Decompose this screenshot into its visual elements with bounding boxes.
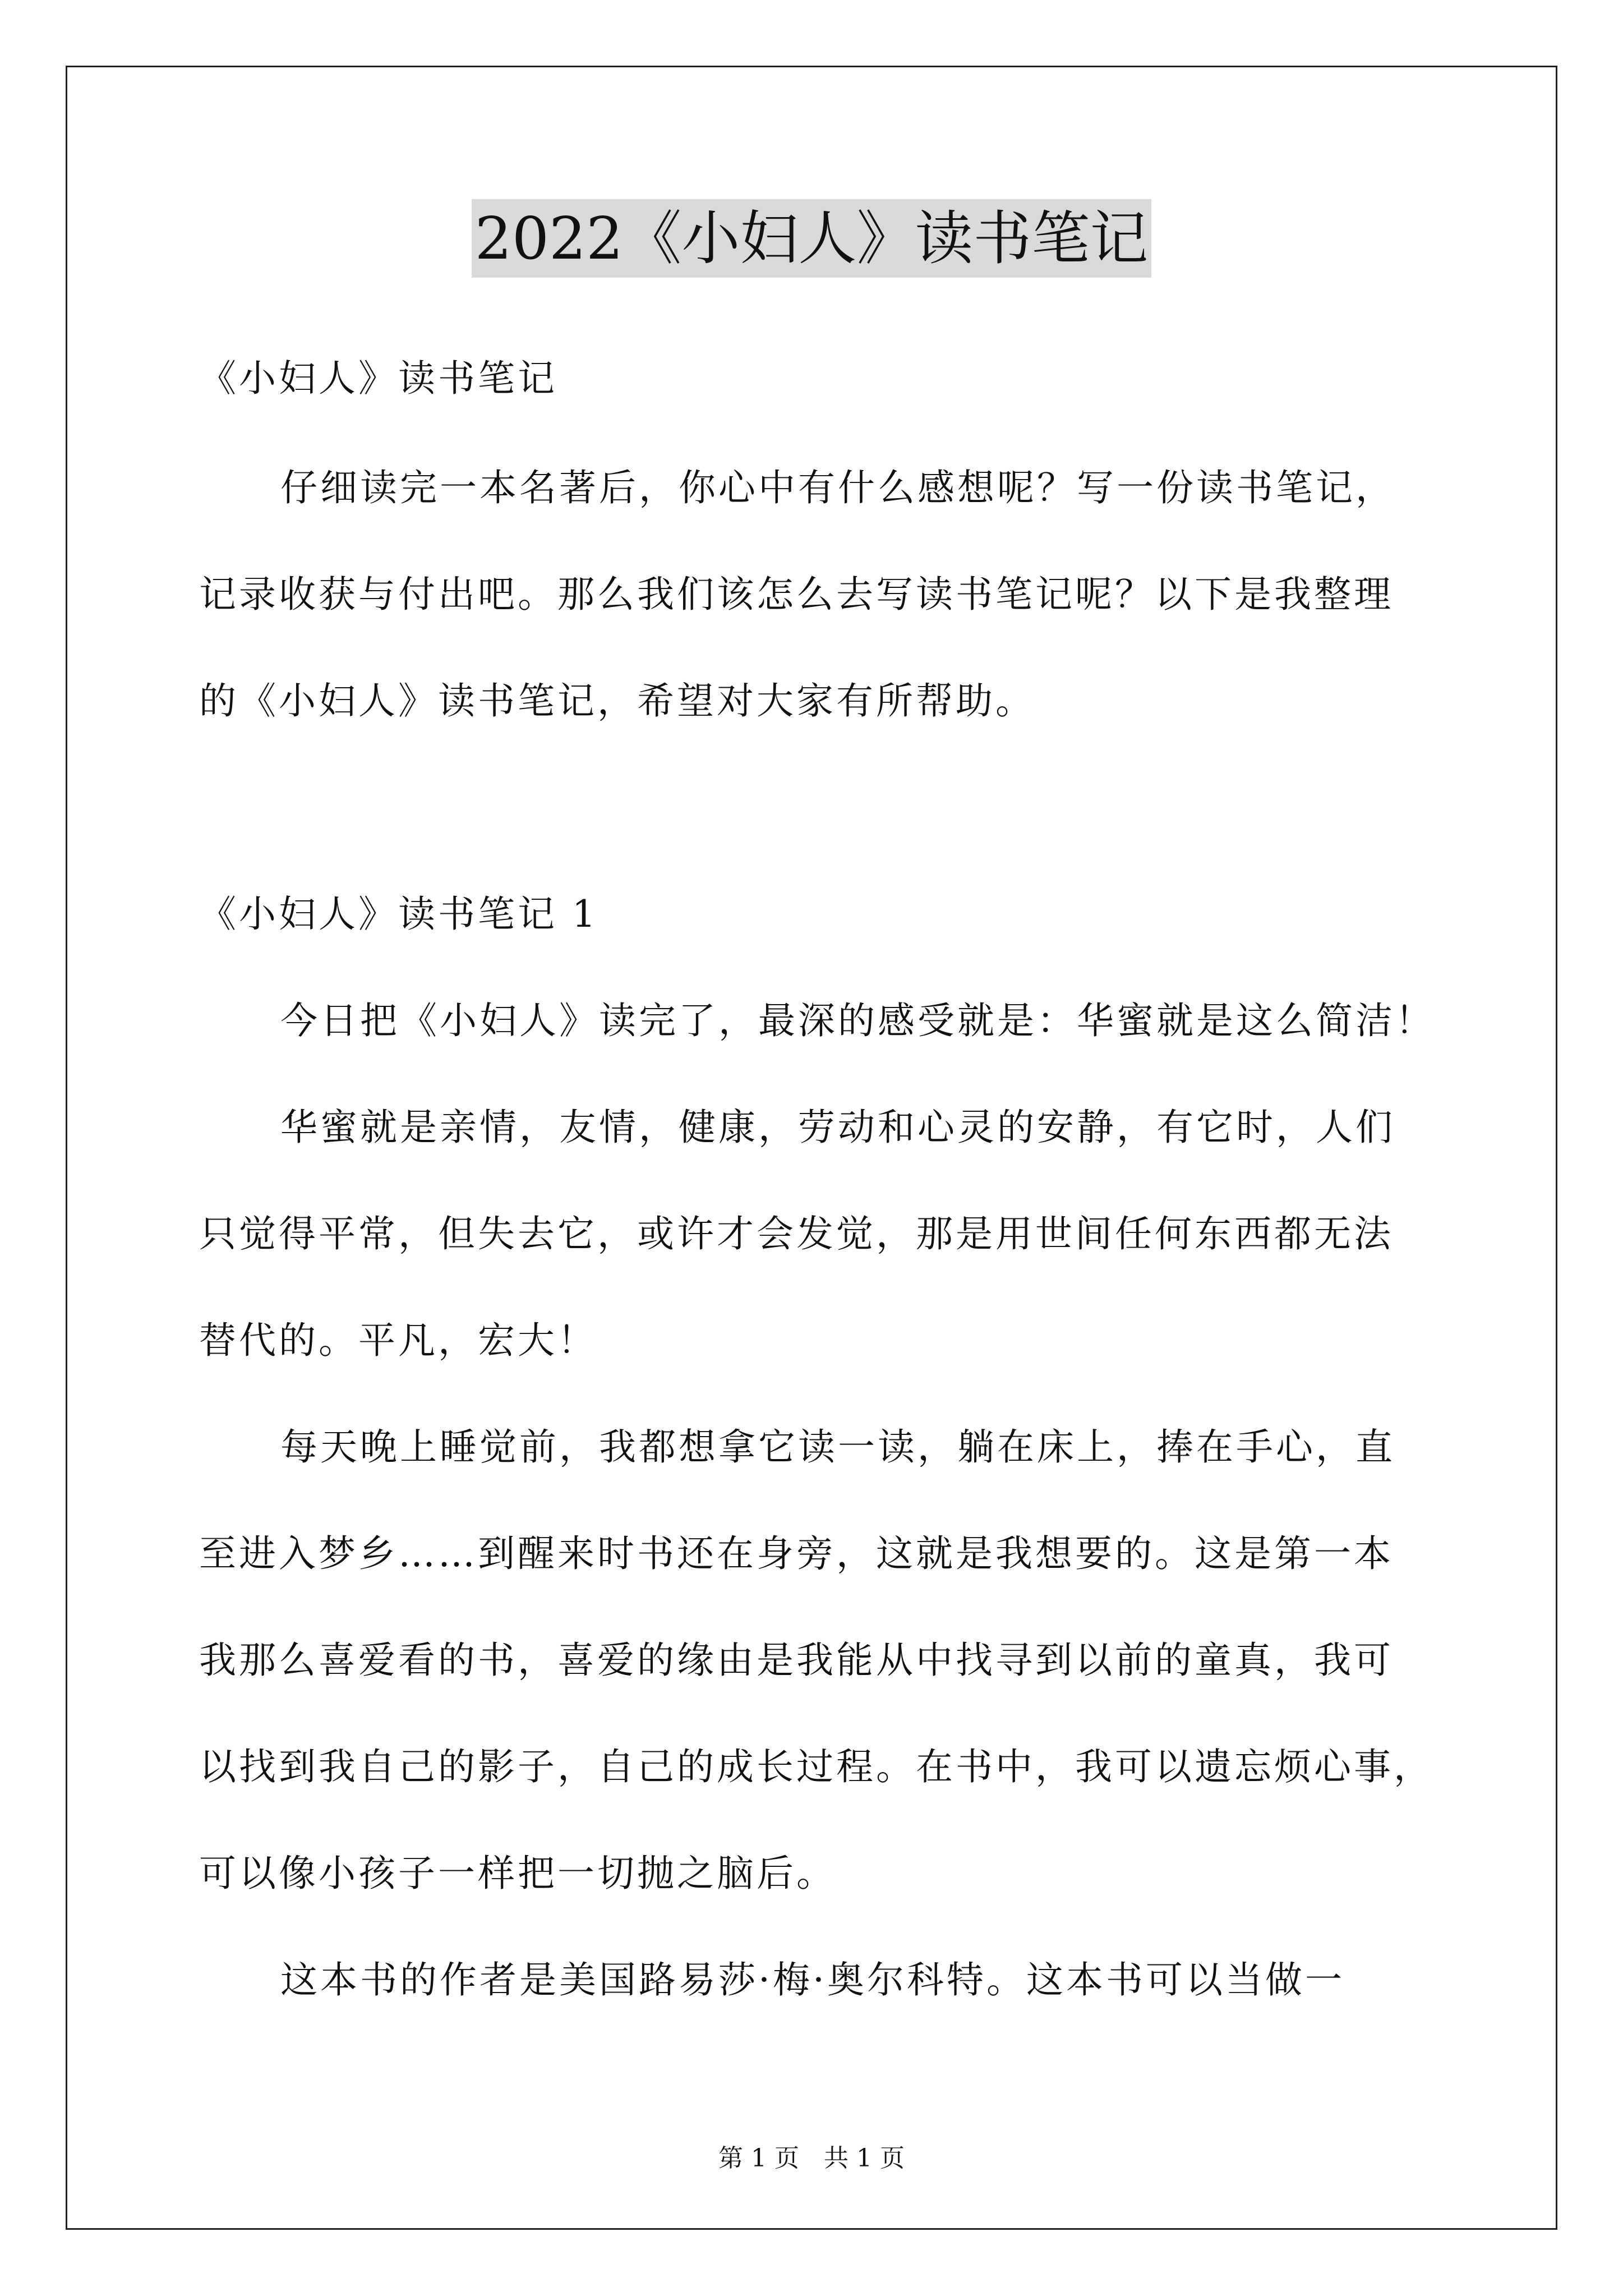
paragraph-2-line-1: 华蜜就是亲情，友情，健康，劳动和心灵的安静，有它时，人们	[280, 1106, 1395, 1149]
section-heading: 《小妇人》读书笔记 1	[199, 892, 598, 936]
paragraph-1-line-1: 今日把《小妇人》读完了，最深的感受就是：华蜜就是这么简洁！	[280, 999, 1435, 1042]
subtitle: 《小妇人》读书笔记	[199, 357, 557, 400]
paragraph-3-line-4: 以找到我自己的影子，自己的成长过程。在书中，我可以遗忘烦心事，	[199, 1745, 1433, 1788]
intro-line-1: 仔细读完一本名著后，你心中有什么感想呢？写一份读书笔记，	[280, 466, 1395, 509]
intro-line-3: 的《小妇人》读书笔记，希望对大家有所帮助。	[199, 679, 1035, 723]
paragraph-2-line-2: 只觉得平常，但失去它，或许才会发觉，那是用世间任何东西都无法	[199, 1212, 1394, 1255]
document-title: 2022《小妇人》读书笔记	[472, 199, 1152, 278]
page-footer: 第 1 页 共 1 页	[718, 2144, 905, 2173]
paragraph-3-line-3: 我那么喜爱看的书，喜爱的缘由是我能从中找寻到以前的童真，我可	[199, 1639, 1394, 1682]
intro-line-2: 记录收获与付出吧。那么我们该怎么去写读书笔记呢？以下是我整理	[199, 573, 1394, 616]
title-container	[0, 199, 1623, 278]
paragraph-3-line-1: 每天晚上睡觉前，我都想拿它读一读，躺在床上，捧在手心，直	[280, 1425, 1395, 1469]
paragraph-4-line-1: 这本书的作者是美国路易莎·梅·奥尔科特。这本书可以当做一	[280, 1958, 1345, 2001]
paragraph-3-line-2: 至进入梦乡……到醒来时书还在身旁，这就是我想要的。这是第一本	[199, 1532, 1394, 1575]
paragraph-2-line-3: 替代的。平凡，宏大！	[199, 1319, 597, 1362]
paragraph-3-line-5: 可以像小孩子一样把一切抛之脑后。	[199, 1852, 836, 1895]
